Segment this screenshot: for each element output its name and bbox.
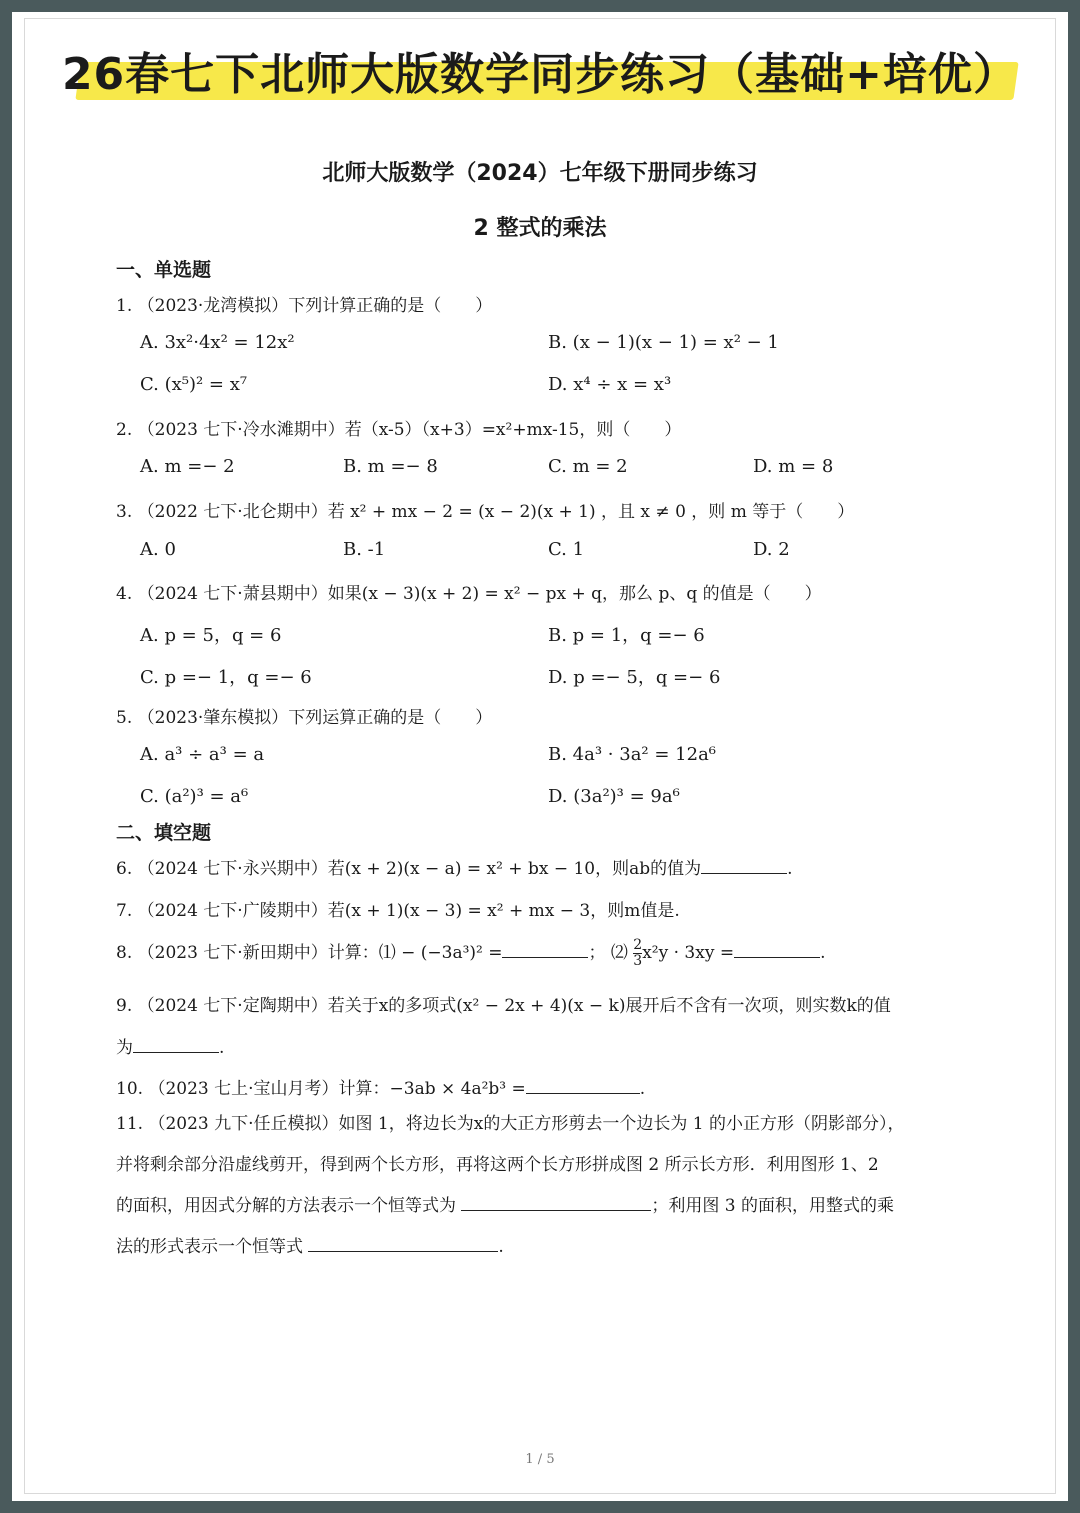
document-title: 北师大版数学（2024）七年级下册同步练习 <box>322 161 758 186</box>
question-9-line-1: 9. （2024 七下·定陶期中）若关于x的多项式(x² − 2x + 4)(x − k)展开后不含有一次项，则实数k的值 <box>116 996 891 1016</box>
question-2-option-a: A. m =− 2 <box>140 456 235 477</box>
answer-blank[interactable] <box>734 943 820 958</box>
question-4-option-d: D. p =− 5，q =− 6 <box>548 667 721 688</box>
question-11-line-3: 的面积，用因式分解的方法表示一个恒等式为 ；利用图 3 的面积，用整式的乘 <box>116 1196 895 1216</box>
question-8-separator: ； ⑵ <box>588 943 628 963</box>
question-4-stem: 4. （2024 七下·萧县期中）如果(x − 3)(x + 2) = x² − px + q，那么 p、q 的值是（ ） <box>116 584 822 604</box>
question-5-option-c: C. (a²)³ = a⁶ <box>140 786 249 807</box>
question-4-option-c: C. p =− 1，q =− 6 <box>140 667 312 688</box>
question-2-option-d: D. m = 8 <box>753 456 834 477</box>
question-1-option-b: B. (x − 1)(x − 1) = x² − 1 <box>548 332 779 353</box>
question-10: 10. （2023 七上·宝山月考）计算：−3ab × 4a²b³ = . <box>116 1079 646 1099</box>
question-5-option-a: A. a³ ÷ a³ = a <box>140 744 265 765</box>
question-1-option-d: D. x⁴ ÷ x = x³ <box>548 374 672 395</box>
question-11-line-4: 法的形式表示一个恒等式 . <box>116 1237 504 1257</box>
question-3-option-d: D. 2 <box>753 539 790 560</box>
question-4-option-b: B. p = 1，q =− 6 <box>548 625 705 646</box>
question-6-text: 6. （2024 七下·永兴期中）若(x + 2)(x − a) = x² + bx − 10，则ab的值为 <box>116 859 702 879</box>
question-8-part-2: x²y · 3xy = <box>642 943 735 963</box>
page-number: 1 / 5 <box>525 1452 555 1467</box>
question-7: 7. （2024 七下·广陵期中）若(x + 1)(x − 3) = x² + mx − 3，则m值是. <box>116 901 680 921</box>
document-subtitle: 2 整式的乘法 <box>473 216 607 241</box>
question-6: 6. （2024 七下·永兴期中）若(x + 2)(x − a) = x² + bx − 10，则ab的值为 . <box>116 859 793 879</box>
question-1-stem: 1. （2023·龙湾模拟）下列计算正确的是（ ） <box>116 296 493 316</box>
question-11-line-1: 11. （2023 九下·任丘模拟）如图 1，将边长为x的大正方形剪去一个边长为 1 的小正方形（阴影部分）， <box>116 1114 905 1134</box>
question-3-option-b: B. -1 <box>343 539 386 560</box>
answer-blank[interactable] <box>526 1079 640 1094</box>
section-heading-fill-blank: 二、填空题 <box>116 822 212 844</box>
question-2-option-c: C. m = 2 <box>548 456 628 477</box>
question-8: 8. （2023 七下·新田期中）计算：⑴ − (−3a³)² = ； ⑵ $\frac{2}{3}$ x²y · 3xy = . <box>116 937 826 969</box>
question-4-option-a: A. p = 5，q = 6 <box>140 625 282 646</box>
question-2-option-b: B. m =− 8 <box>343 456 438 477</box>
answer-blank[interactable] <box>133 1038 219 1053</box>
section-heading-single-choice: 一、单选题 <box>116 259 212 281</box>
question-2-stem: 2. （2023 七下·冷水滩期中）若（x-5）（x+3）=x²+mx-15，则（ ） <box>116 420 682 440</box>
question-1-option-c: C. (x⁵)² = x⁷ <box>140 374 248 395</box>
question-11-line-2: 并将剩余部分沿虚线剪开，得到两个长方形，再将这两个长方形拼成图 2 所示长方形．利用图形 1、2 <box>116 1155 879 1175</box>
question-3-option-a: A. 0 <box>140 539 176 560</box>
question-5-option-b: B. 4a³ · 3a² = 12a⁶ <box>548 744 717 765</box>
question-11 <box>116 1104 971 1268</box>
answer-blank[interactable] <box>308 1237 498 1252</box>
question-8-part-1: 8. （2023 七下·新田期中）计算：⑴ − (−3a³)² = <box>116 943 503 963</box>
answer-blank[interactable] <box>701 859 787 874</box>
question-9-line-2: 为 . <box>116 1038 225 1058</box>
banner-title: 26春七下北师大版数学同步练习（基础+培优） <box>61 49 1019 100</box>
answer-blank[interactable] <box>461 1196 651 1211</box>
question-5-option-d: D. (3a²)³ = 9a⁶ <box>548 786 680 807</box>
fraction: $\frac{2}{3}$ <box>633 937 643 969</box>
answer-blank[interactable] <box>502 943 588 958</box>
question-3-stem: 3. （2022 七下·北仑期中）若 x² + mx − 2 = (x − 2)(x + 1) ，且 x ≠ 0 ，则 m 等于（ ） <box>116 502 855 522</box>
question-5-stem: 5. （2023·肇东模拟）下列运算正确的是（ ） <box>116 708 493 728</box>
question-1-option-a: A. 3x²·4x² = 12x² <box>140 332 295 353</box>
question-3-option-c: C. 1 <box>548 539 585 560</box>
